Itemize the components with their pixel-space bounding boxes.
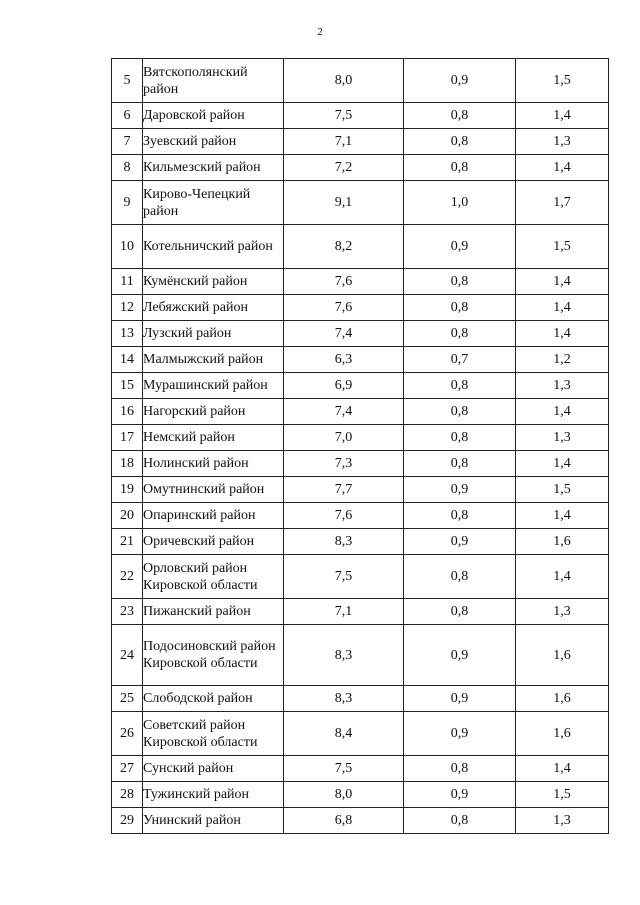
value-cell-3: 1,4 [516,756,609,782]
value-cell-2: 0,8 [404,399,516,425]
table-row [112,321,609,347]
value-cell-2: 0,8 [404,756,516,782]
district-name: Сунский район [143,756,284,782]
value-cell-2: 0,8 [404,269,516,295]
row-number: 15 [112,373,143,399]
table-row [112,347,609,373]
district-name: Унинский район [143,808,284,834]
value-cell-2: 0,8 [404,599,516,625]
value-cell-2: 0,9 [404,225,516,269]
table-row [112,625,609,686]
value-cell-3: 1,6 [516,625,609,686]
value-cell-2: 0,8 [404,103,516,129]
district-name: Кумёнский район [143,269,284,295]
value-cell-1: 7,3 [284,451,404,477]
table-row [112,373,609,399]
row-number: 19 [112,477,143,503]
district-name: Слободской район [143,686,284,712]
district-name: Лузский район [143,321,284,347]
district-name: Опаринский район [143,503,284,529]
row-number: 26 [112,712,143,756]
value-cell-2: 0,8 [404,373,516,399]
value-cell-3: 1,5 [516,782,609,808]
table-row [112,225,609,269]
value-cell-1: 7,6 [284,295,404,321]
row-number: 7 [112,129,143,155]
district-name: Котельничский район [143,225,284,269]
value-cell-1: 6,9 [284,373,404,399]
value-cell-2: 0,9 [404,712,516,756]
value-cell-3: 1,4 [516,295,609,321]
table-row [112,103,609,129]
value-cell-1: 6,3 [284,347,404,373]
row-number: 18 [112,451,143,477]
value-cell-1: 8,3 [284,686,404,712]
district-name: Зуевский район [143,129,284,155]
district-name: Нолинский район [143,451,284,477]
table-row [112,451,609,477]
table-row [112,782,609,808]
value-cell-3: 1,4 [516,503,609,529]
value-cell-3: 1,4 [516,451,609,477]
row-number: 23 [112,599,143,625]
value-cell-1: 7,5 [284,103,404,129]
value-cell-2: 0,9 [404,59,516,103]
value-cell-1: 7,5 [284,756,404,782]
table-row [112,425,609,451]
row-number: 13 [112,321,143,347]
value-cell-3: 1,4 [516,555,609,599]
value-cell-1: 7,4 [284,321,404,347]
value-cell-3: 1,5 [516,477,609,503]
value-cell-1: 6,8 [284,808,404,834]
table-row [112,181,609,225]
value-cell-3: 1,6 [516,529,609,555]
value-cell-1: 7,6 [284,269,404,295]
value-cell-2: 0,8 [404,451,516,477]
district-name: Орловский район Кировской области [143,555,284,599]
value-cell-1: 8,3 [284,529,404,555]
value-cell-1: 9,1 [284,181,404,225]
value-cell-2: 0,8 [404,295,516,321]
district-name: Кирово-Чепецкий район [143,181,284,225]
row-number: 28 [112,782,143,808]
value-cell-2: 0,7 [404,347,516,373]
value-cell-3: 1,7 [516,181,609,225]
value-cell-3: 1,3 [516,129,609,155]
row-number: 11 [112,269,143,295]
row-number: 27 [112,756,143,782]
value-cell-3: 1,3 [516,425,609,451]
table-row [112,555,609,599]
row-number: 24 [112,625,143,686]
table-row [112,712,609,756]
value-cell-3: 1,4 [516,103,609,129]
row-number: 20 [112,503,143,529]
table-row [112,503,609,529]
table-row [112,477,609,503]
row-number: 17 [112,425,143,451]
value-cell-3: 1,3 [516,373,609,399]
district-name: Нагорский район [143,399,284,425]
value-cell-1: 8,0 [284,59,404,103]
row-number: 16 [112,399,143,425]
value-cell-3: 1,4 [516,155,609,181]
district-name: Пижанский район [143,599,284,625]
table-row [112,295,609,321]
value-cell-1: 7,6 [284,503,404,529]
row-number: 14 [112,347,143,373]
row-number: 8 [112,155,143,181]
value-cell-2: 0,9 [404,625,516,686]
value-cell-3: 1,4 [516,399,609,425]
row-number: 10 [112,225,143,269]
value-cell-3: 1,3 [516,808,609,834]
district-name: Мурашинский район [143,373,284,399]
value-cell-3: 1,2 [516,347,609,373]
value-cell-3: 1,5 [516,225,609,269]
value-cell-2: 0,9 [404,529,516,555]
district-name: Вятскополянский район [143,59,284,103]
value-cell-1: 7,2 [284,155,404,181]
value-cell-1: 8,3 [284,625,404,686]
value-cell-1: 7,1 [284,599,404,625]
row-number: 22 [112,555,143,599]
value-cell-2: 0,9 [404,782,516,808]
row-number: 9 [112,181,143,225]
value-cell-1: 8,4 [284,712,404,756]
district-table [111,58,609,834]
district-name: Советский район Кировской области [143,712,284,756]
row-number: 29 [112,808,143,834]
value-cell-2: 0,8 [404,321,516,347]
table-body [112,59,609,834]
table-row [112,129,609,155]
value-cell-2: 0,9 [404,686,516,712]
value-cell-2: 0,9 [404,477,516,503]
table-row [112,599,609,625]
table-row [112,59,609,103]
value-cell-1: 7,7 [284,477,404,503]
value-cell-2: 1,0 [404,181,516,225]
district-name: Тужинский район [143,782,284,808]
table-row [112,756,609,782]
row-number: 5 [112,59,143,103]
table-row [112,808,609,834]
district-name: Лебяжский район [143,295,284,321]
district-name: Малмыжский район [143,347,284,373]
value-cell-1: 7,5 [284,555,404,599]
district-name: Кильмезский район [143,155,284,181]
value-cell-2: 0,8 [404,425,516,451]
district-name: Омутнинский район [143,477,284,503]
page-number: 2 [317,26,323,38]
value-cell-2: 0,8 [404,503,516,529]
value-cell-2: 0,8 [404,555,516,599]
value-cell-1: 8,2 [284,225,404,269]
value-cell-1: 8,0 [284,782,404,808]
value-cell-2: 0,8 [404,155,516,181]
table-row [112,155,609,181]
value-cell-3: 1,3 [516,599,609,625]
value-cell-1: 7,0 [284,425,404,451]
value-cell-2: 0,8 [404,808,516,834]
row-number: 21 [112,529,143,555]
row-number: 6 [112,103,143,129]
table-row [112,529,609,555]
table-row [112,686,609,712]
value-cell-3: 1,6 [516,712,609,756]
table-row [112,269,609,295]
value-cell-2: 0,8 [404,129,516,155]
table-row [112,399,609,425]
value-cell-1: 7,4 [284,399,404,425]
value-cell-1: 7,1 [284,129,404,155]
district-name: Оричевский район [143,529,284,555]
district-name: Немский район [143,425,284,451]
value-cell-3: 1,5 [516,59,609,103]
value-cell-3: 1,6 [516,686,609,712]
row-number: 12 [112,295,143,321]
district-name: Подосиновский район Кировской области [143,625,284,686]
row-number: 25 [112,686,143,712]
value-cell-3: 1,4 [516,321,609,347]
district-name: Даровской район [143,103,284,129]
value-cell-3: 1,4 [516,269,609,295]
